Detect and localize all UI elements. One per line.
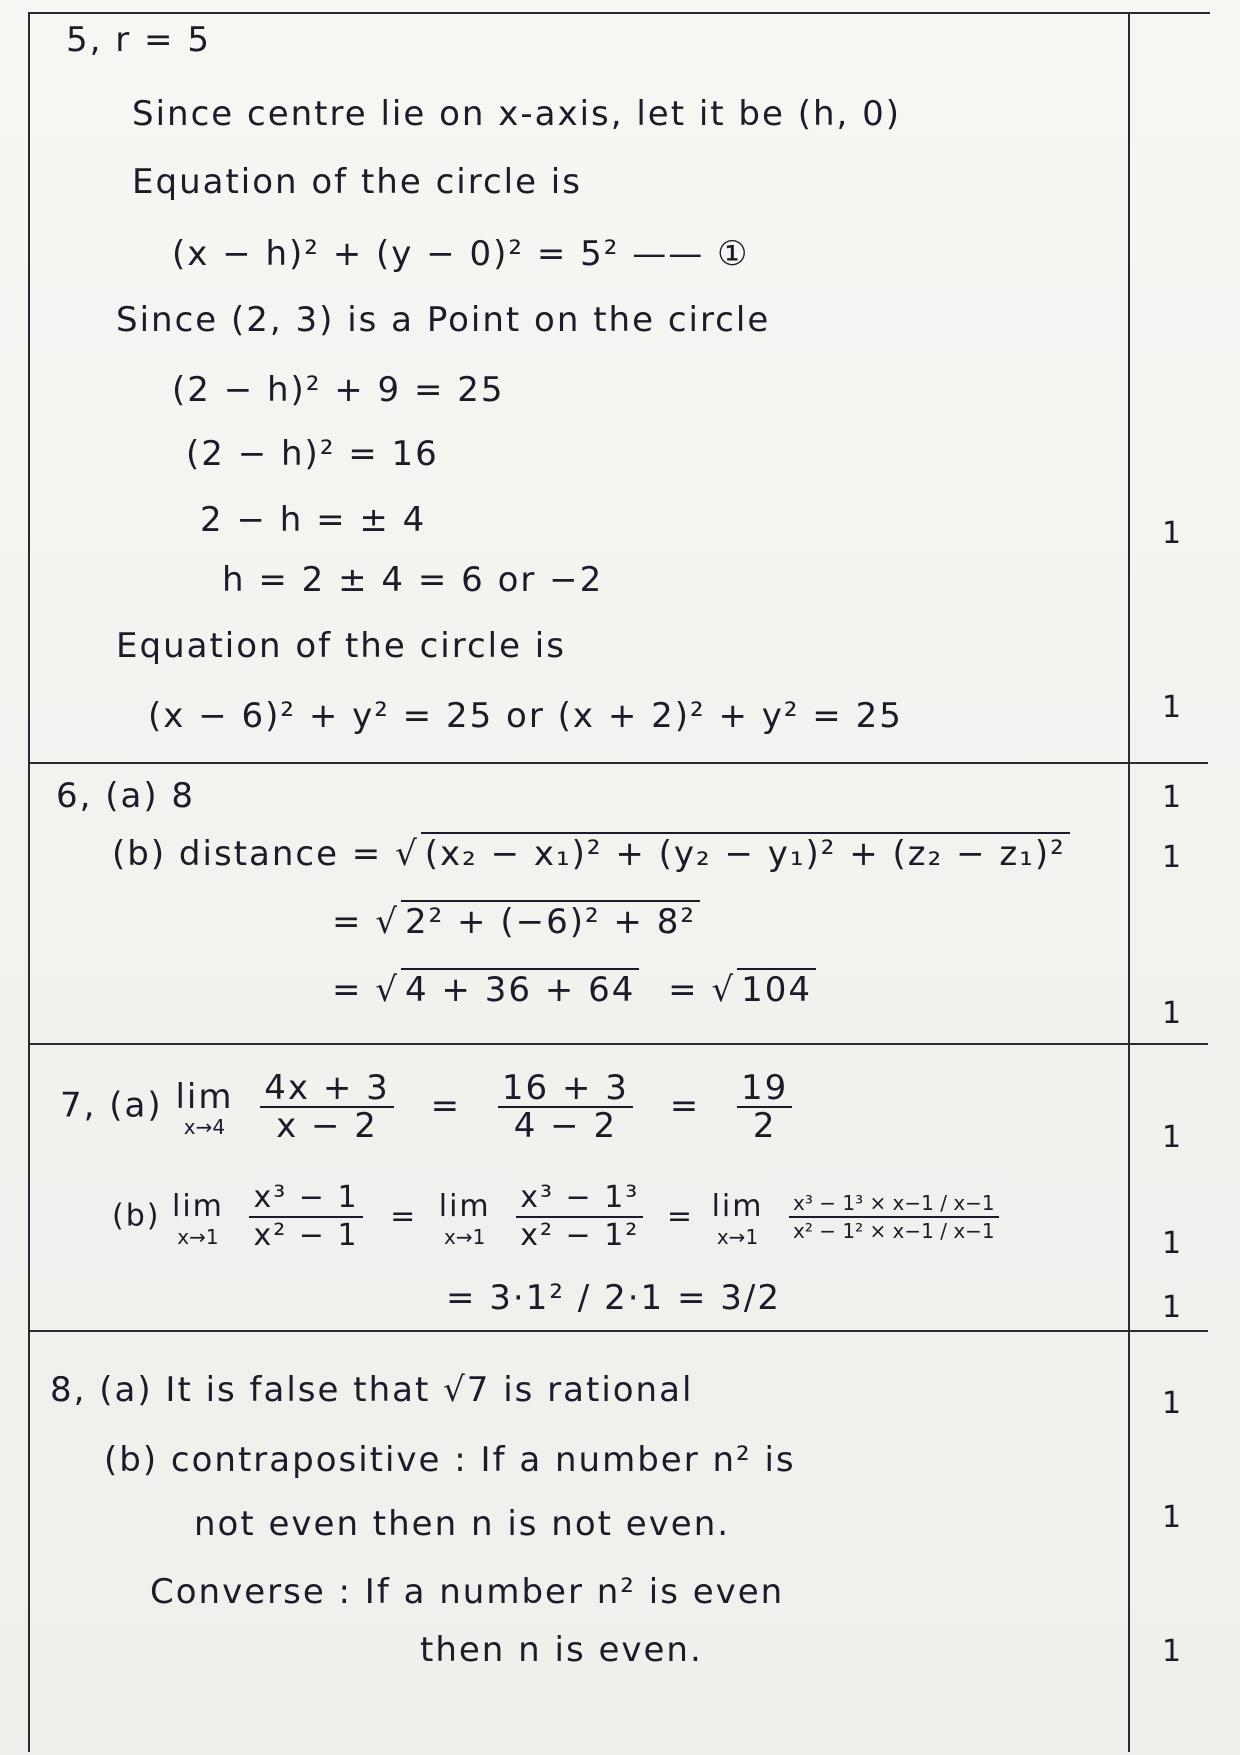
margin-mark: 1 xyxy=(1162,780,1182,815)
limit xyxy=(172,1187,224,1247)
margin-mark: 1 xyxy=(1162,840,1182,875)
margin-mark: 1 xyxy=(1162,1634,1182,1669)
q5-line-4: Since (2, 3) is a Point on the circle xyxy=(116,300,771,340)
q8-part-b-2: not even then n is not even. xyxy=(194,1504,731,1544)
q7-part-b xyxy=(112,1180,1005,1254)
sqrt-sign: √ xyxy=(711,970,736,1010)
equals-sign: = xyxy=(668,970,699,1010)
equals-sign: = xyxy=(332,902,363,942)
q6-part-a: 6, (a) 8 xyxy=(56,776,196,816)
q5-line-10: (x − 6)² + y² = 25 or (x + 2)² + y² = 25 xyxy=(148,696,903,736)
q6-line-3 xyxy=(332,968,816,1010)
q8-converse-2: then n is even. xyxy=(420,1630,703,1670)
q7-b-label: (b) xyxy=(112,1198,161,1234)
limit-word: lim xyxy=(175,1077,234,1117)
q8-converse-1: Converse : If a number n² is even xyxy=(150,1572,785,1612)
equals-sign: = xyxy=(666,1198,695,1234)
right-margin-line xyxy=(1128,12,1130,1752)
q5-line-3: (x − h)² + (y − 0)² = 5² —— ① xyxy=(172,234,750,274)
q5-line-9: Equation of the circle is xyxy=(116,626,566,666)
fraction xyxy=(737,1070,792,1144)
q5-line-7: 2 − h = ± 4 xyxy=(200,500,427,540)
q5-line-8: h = 2 ± 4 = 6 or −2 xyxy=(222,560,604,600)
q8-part-b-1: (b) contrapositive : If a number n² is xyxy=(104,1440,796,1480)
limit-word: lim xyxy=(711,1189,764,1224)
limit xyxy=(175,1077,233,1137)
q5-line-5: (2 − h)² + 9 = 25 xyxy=(172,370,505,410)
q5-line-6: (2 − h)² = 16 xyxy=(186,434,439,474)
q6-substitution: 2² + (−6)² + 8² xyxy=(401,900,700,942)
fraction xyxy=(249,1180,362,1254)
denominator: 2 xyxy=(752,1106,777,1146)
q7-b-result: = 3·1² / 2·1 = 3/2 xyxy=(446,1278,781,1318)
q5-line-2: Equation of the circle is xyxy=(132,162,582,202)
q7-part-a xyxy=(60,1070,798,1144)
divider-q7-q8 xyxy=(30,1330,1208,1332)
denominator: x² − 1² xyxy=(520,1218,640,1253)
limit-subscript: x→4 xyxy=(183,1115,226,1139)
q6-line-2 xyxy=(332,900,700,942)
equals-sign: = xyxy=(669,1085,701,1126)
equals-sign: = xyxy=(430,1085,462,1126)
numerator: x³ − 1³ × x−1 / x−1 xyxy=(789,1190,999,1218)
denominator: 4 − 2 xyxy=(513,1106,618,1146)
denominator: x² − 1 xyxy=(253,1218,359,1253)
equals-sign: = xyxy=(332,970,363,1010)
q6-distance-formula: (x₂ − x₁)² + (y₂ − y₁)² + (z₂ − z₁)² xyxy=(421,832,1070,874)
divider-q6-q7 xyxy=(30,1043,1208,1045)
denominator: x − 2 xyxy=(276,1106,378,1146)
q6-distance-label: (b) distance = xyxy=(112,834,383,874)
margin-mark: 1 xyxy=(1162,1226,1182,1261)
fraction xyxy=(260,1070,394,1144)
limit xyxy=(439,1187,491,1247)
limit-word: lim xyxy=(172,1189,224,1224)
margin-mark: 1 xyxy=(1162,1500,1182,1535)
q7-a-label: 7, (a) xyxy=(60,1085,163,1126)
numerator: 4x + 3 xyxy=(260,1070,394,1108)
margin-mark: 1 xyxy=(1162,1290,1182,1325)
limit-subscript: x→1 xyxy=(177,1225,219,1249)
equals-sign: = xyxy=(390,1198,418,1234)
margin-mark: 1 xyxy=(1162,996,1182,1031)
limit xyxy=(712,1187,764,1247)
numerator: x³ − 1 xyxy=(249,1180,362,1218)
q6-part-b xyxy=(112,832,1070,874)
margin-mark: 1 xyxy=(1162,690,1182,725)
fraction xyxy=(498,1070,633,1144)
sqrt-sign: √ xyxy=(375,902,399,942)
q5-heading: 5, r = 5 xyxy=(66,20,211,60)
margin-mark: 1 xyxy=(1162,1120,1182,1155)
q6-sum: 4 + 36 + 64 xyxy=(401,968,639,1010)
top-rule xyxy=(30,12,1210,14)
numerator: x³ − 1³ xyxy=(516,1180,643,1218)
left-margin-line xyxy=(28,12,30,1752)
numerator: 16 + 3 xyxy=(498,1070,633,1108)
q8-part-a: 8, (a) It is false that √7 is rational xyxy=(50,1370,694,1410)
fraction xyxy=(789,1190,999,1244)
q5-line-1: Since centre lie on x-axis, let it be (h, 0) xyxy=(132,94,902,134)
margin-mark: 1 xyxy=(1162,516,1182,551)
q6-result: 104 xyxy=(737,968,816,1010)
limit-word: lim xyxy=(438,1189,491,1224)
margin-mark: 1 xyxy=(1162,1386,1182,1421)
fraction xyxy=(516,1180,643,1254)
denominator: x² − 1² × x−1 / x−1 xyxy=(793,1219,995,1243)
limit-subscript: x→1 xyxy=(716,1225,759,1249)
sqrt-sign: √ xyxy=(375,970,399,1010)
sqrt-sign: √ xyxy=(395,834,419,874)
divider-q5-q6 xyxy=(30,762,1208,764)
limit-subscript: x→1 xyxy=(444,1225,486,1249)
numerator: 19 xyxy=(737,1070,792,1108)
